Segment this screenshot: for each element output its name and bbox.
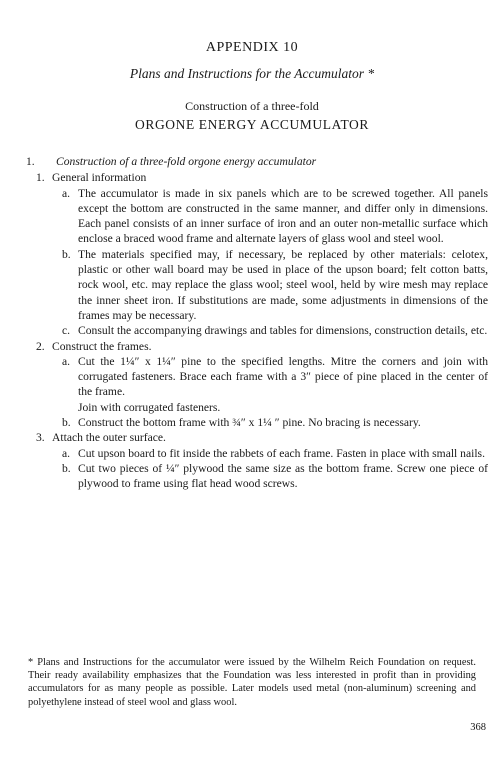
section-1: [26, 154, 488, 169]
item-letter: b.: [62, 247, 71, 261]
item-text: Cut upson board to fit inside the rabbets of each frame. Fasten in place with small nails.: [78, 446, 485, 460]
list-item: [62, 446, 488, 461]
general-title: General information: [52, 171, 147, 185]
section-1-title: Construction of a three-fold orgone energy accumulator: [56, 155, 317, 168]
item-letter: a.: [62, 354, 71, 368]
construction-heading: Construction of a three-fold: [185, 99, 319, 113]
accumulator-heading: ORGONE ENERGY ACCUMULATOR: [134, 117, 369, 132]
instructions-body: [26, 154, 488, 492]
list-item: [62, 354, 488, 415]
item-letter: a.: [62, 186, 71, 200]
frames-number: 2.: [36, 339, 45, 353]
frames-title: Construct the frames.: [52, 339, 152, 353]
item-text: Construct the bottom frame with ¾″ x 1¼ ″ pine. No bracing is necessary.: [78, 416, 421, 430]
general-number: 1.: [36, 171, 45, 185]
outer-title: Attach the outer surface.: [52, 431, 166, 445]
appendix-heading: APPENDIX 10: [205, 40, 299, 55]
item-text-main: Cut the 1¼″ x 1¼″ pine to the specified lengths. Mitre the corners and join with corrugated fasteners. Brace each frame with a 3″ piece of pine placed in the center of the frame.: [78, 354, 488, 399]
footnote: * Plans and Instructions for the accumulator were issued by the Wilhelm Reich Foundation on request. Their ready availability emphasizes that the Foundation was less interested in profit than in providing accumulators for as many people as possible. Later models used metal (non-aluminum) screening and polyethylene instead of steel wool and glass wool.: [28, 657, 476, 708]
list-item: [62, 415, 488, 430]
item-text: The accumulator is made in six panels which are to be screwed together. All panels except the bottom are constructed in the same manner, and differ only in dimensions. Each panel consists of an inner surface of iron and an outer non-metallic surface which enclose a braced wood frame and alternate layers of glass wool and steel wool.: [78, 186, 488, 246]
list-item: [62, 461, 488, 492]
item-letter: b.: [62, 461, 71, 475]
item-letter: a.: [62, 446, 71, 460]
section-1-number: 1.: [26, 155, 35, 168]
item-letter: c.: [62, 324, 71, 338]
list-item: [62, 186, 488, 247]
construct-frames: [36, 339, 488, 354]
page-number: 368: [470, 722, 486, 733]
general-information: [36, 170, 488, 185]
item-letter: b.: [62, 416, 71, 430]
item-text-extra: Join with corrugated fasteners.: [78, 400, 221, 414]
item-text: Cut two pieces of ¼″ plywood the same size as the bottom frame. Screw one piece of plywood to frame using flat head wood screws.: [78, 461, 488, 491]
list-item: [62, 323, 488, 338]
attach-outer-surface: [36, 430, 488, 445]
item-text: Consult the accompanying drawings and tables for dimensions, construction details, etc.: [78, 324, 488, 338]
item-text: The materials specified may, if necessary, be replaced by other materials: celotex, plastic or other wall board may be used in place of the upson board; felt cotton batts, rock wool, etc. may replace the glass wool; steel wool, held by wire mesh may replace the inner sheet iron. If substitutions are made, some adjustments in dimensions of the frames may be necessary.: [78, 247, 488, 322]
outer-number: 3.: [36, 431, 45, 445]
item-text: [78, 354, 488, 415]
list-item: [62, 247, 488, 323]
appendix-subtitle: Plans and Instructions for the Accumulator *: [129, 66, 375, 81]
